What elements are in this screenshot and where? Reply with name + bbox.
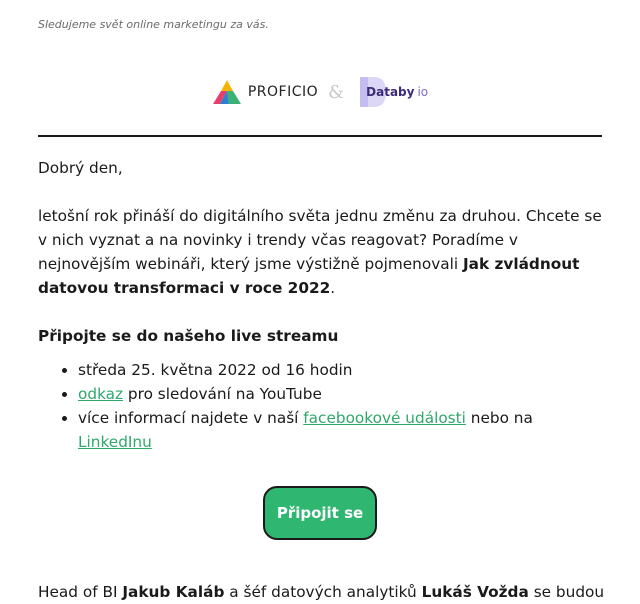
intro-paragraph (38, 204, 608, 300)
databy-name: Databy (366, 85, 415, 99)
info-text: více informací najdete v naší (78, 409, 304, 427)
details-list (38, 358, 608, 454)
or-text: nebo na (465, 409, 533, 427)
speaker-1: Jakub Kaláb (122, 583, 225, 601)
header-divider (38, 135, 602, 137)
speakers-middle: a šéf datových analytiků (224, 583, 422, 601)
list-item-date (78, 358, 608, 382)
proficio-triangle-icon (212, 79, 242, 105)
speakers-paragraph (38, 580, 618, 604)
greeting: Dobrý den, (38, 159, 123, 177)
proficio-logo[interactable] (212, 79, 318, 105)
stream-heading: Připojte se do našeho live streamu (38, 327, 339, 345)
list-item-youtube (78, 382, 608, 406)
logo-bar (0, 74, 640, 110)
list-item-info (78, 406, 608, 454)
databy-suffix: io (417, 85, 429, 99)
databy-wordmark (366, 85, 428, 99)
linkedin-link[interactable]: LinkedInu (78, 433, 152, 451)
join-button[interactable]: Připojit se (263, 486, 377, 540)
speakers-suffix: se budou (528, 583, 605, 601)
proficio-wordmark: PROFICIO (247, 84, 319, 100)
intro-end: . (330, 279, 336, 297)
speakers-prefix: Head of BI (38, 583, 123, 601)
youtube-link[interactable]: odkaz (78, 385, 124, 403)
databy-logo[interactable] (358, 75, 428, 109)
date-text: středa 25. května 2022 od 16 hodin (78, 361, 353, 379)
tagline: Sledujeme svět online marketingu za vás. (38, 18, 269, 31)
youtube-text: pro sledování na YouTube (123, 385, 322, 403)
logo-separator: & (328, 81, 345, 103)
cta-row (0, 486, 640, 540)
intro-text: letošní rok přináší do digitálního světa jednu změnu za druhou. Chcete se v nich vyznat a na novinky i trendy včas reagovat? Poradíme v nejnovějším webináři, který jsme výstižně pojmenovali (38, 207, 602, 273)
webinar-title: Jak zvládnout datovou transformaci v roce 2022 (38, 255, 580, 297)
email-body (38, 156, 608, 454)
speaker-2: Lukáš Vožda (421, 583, 529, 601)
facebook-event-link[interactable]: facebookové události (303, 409, 466, 427)
